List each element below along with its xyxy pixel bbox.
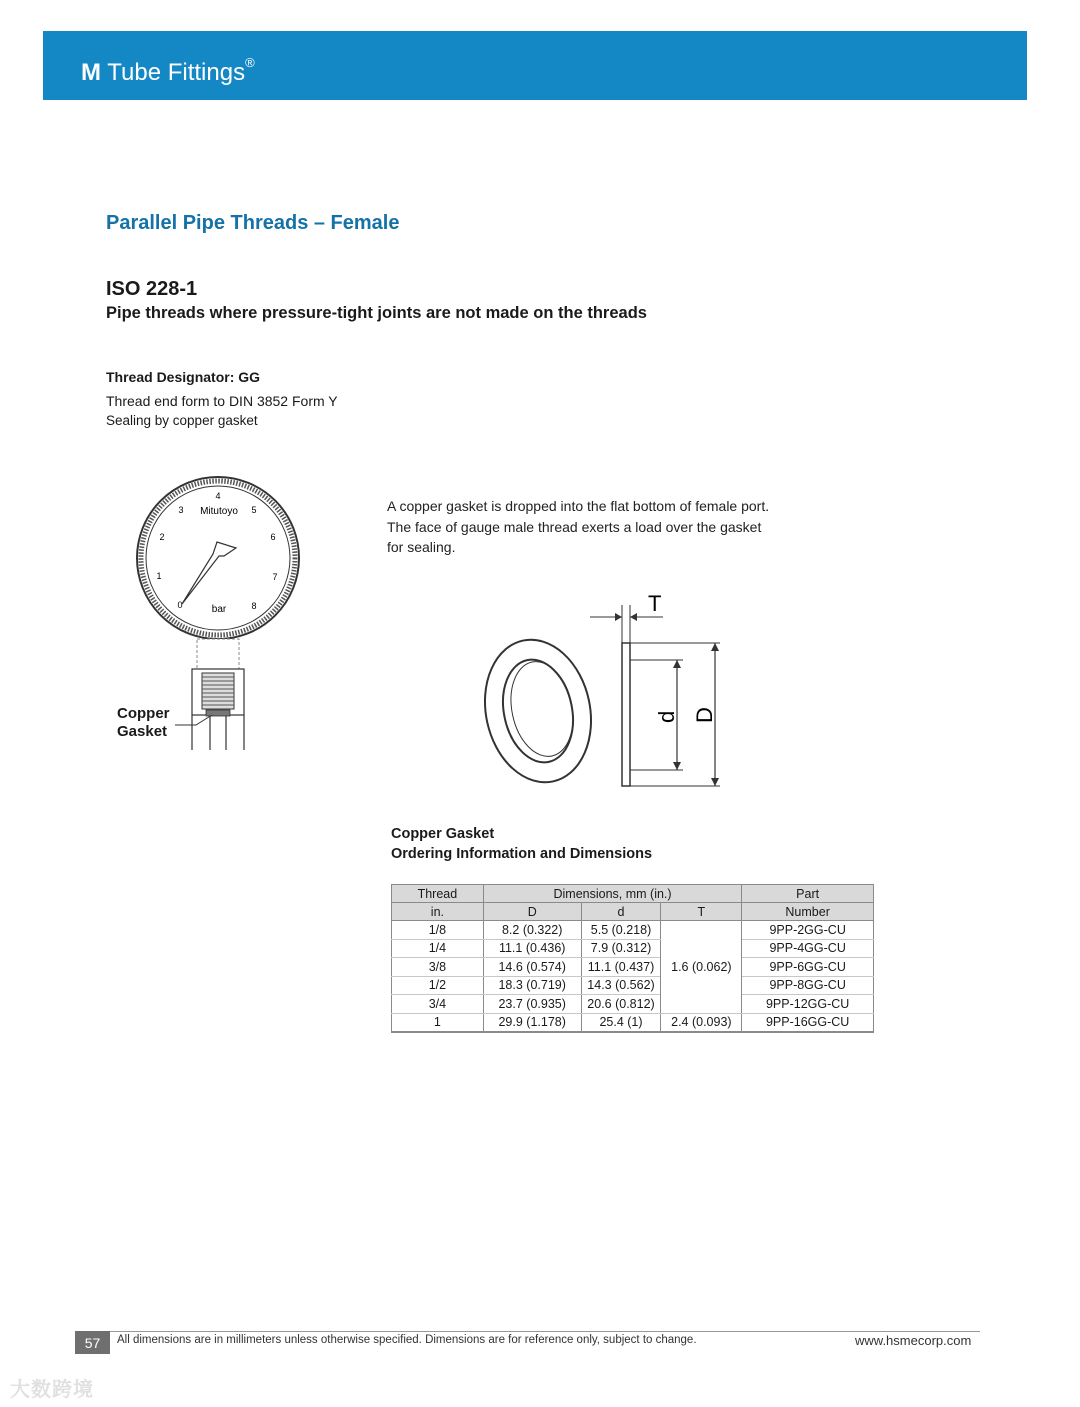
header-part: Part	[742, 885, 874, 903]
header-title-text: Tube Fittings	[107, 59, 246, 86]
header-part-number: Number	[742, 903, 874, 921]
footer-url[interactable]: www.hsmecorp.com	[855, 1333, 972, 1348]
table-caption	[391, 824, 652, 864]
description-line2: The face of gauge male thread exerts a load over the gasket	[387, 518, 762, 535]
cell-D: 18.3 (0.719)	[483, 976, 581, 995]
header-dimensions: Dimensions, mm (in.)	[483, 885, 741, 903]
label-d: d	[654, 710, 679, 723]
section-title: Parallel Pipe Threads – Female	[106, 212, 400, 234]
table-row	[392, 995, 874, 1014]
cell-part: 9PP-6GG-CU	[742, 958, 874, 977]
cell-thread: 3/8	[392, 958, 484, 977]
cell-part: 9PP-8GG-CU	[742, 976, 874, 995]
table-row	[392, 976, 874, 995]
thread-designator: Thread Designator: GG	[106, 369, 261, 385]
cell-d: 25.4 (1)	[581, 1013, 661, 1032]
cell-thread: 3/4	[392, 995, 484, 1014]
table-row	[392, 1013, 874, 1032]
header-D: D	[483, 903, 581, 921]
cell-thread: 1/2	[392, 976, 484, 995]
standard-title: ISO 228-1	[106, 278, 198, 300]
label-T: T	[648, 591, 662, 616]
cell-part: 9PP-4GG-CU	[742, 939, 874, 958]
cell-part: 9PP-12GG-CU	[742, 995, 874, 1014]
header-band	[43, 31, 1027, 100]
registered-mark: ®	[245, 55, 255, 70]
cell-thread: 1/8	[392, 921, 484, 940]
header-T: T	[661, 903, 742, 921]
cell-T-merged: 1.6 (0.062)	[661, 921, 742, 1014]
header-brand-letter: M	[81, 59, 101, 86]
footer-rule	[75, 1331, 980, 1332]
gauge-scale-5: 5	[251, 505, 257, 515]
standard-description: Pipe threads where pressure-tight joints are not made on the threads	[106, 304, 647, 322]
gauge-scale-8: 8	[251, 601, 257, 611]
gauge-scale-1: 1	[156, 571, 162, 581]
cell-d: 20.6 (0.812)	[581, 995, 661, 1014]
header-d: d	[581, 903, 661, 921]
footer-note: All dimensions are in millimeters unless otherwise specified. Dimensions are for reference only, subject to change.	[117, 1334, 697, 1346]
watermark: 大数跨境	[10, 1379, 94, 1401]
cell-D: 11.1 (0.436)	[483, 939, 581, 958]
gauge-scale-6: 6	[270, 532, 276, 542]
gasket-side-view	[622, 643, 630, 786]
gauge-brand: Mitutoyo	[200, 506, 238, 517]
cell-thread: 1/4	[392, 939, 484, 958]
cell-D: 8.2 (0.322)	[483, 921, 581, 940]
table-row	[392, 958, 874, 977]
gauge-scale-3: 3	[178, 505, 184, 515]
thread-end-note: Thread end form to DIN 3852 Form Y	[106, 393, 338, 409]
header-title	[81, 55, 255, 87]
description-line3: for sealing.	[387, 539, 456, 555]
cell-thread: 1	[392, 1013, 484, 1032]
gauge-copper-gasket	[206, 710, 230, 716]
cell-d: 14.3 (0.562)	[581, 976, 661, 995]
header-thread: Thread	[392, 885, 484, 903]
header-thread-unit: in.	[392, 903, 484, 921]
label-D: D	[692, 707, 717, 723]
callout-line1: Copper	[117, 705, 170, 722]
gauge-unit: bar	[211, 604, 227, 615]
copper-gasket-callout	[117, 705, 170, 741]
cell-D: 14.6 (0.574)	[483, 958, 581, 977]
cell-d: 11.1 (0.437)	[581, 958, 661, 977]
table-row	[392, 921, 874, 940]
gasket-dimension-diagram	[475, 590, 735, 800]
cell-d: 5.5 (0.218)	[581, 921, 661, 940]
sealing-note: Sealing by copper gasket	[106, 413, 258, 428]
cell-part: 9PP-2GG-CU	[742, 921, 874, 940]
page-number: 57	[75, 1331, 110, 1354]
gauge-scale-4: 4	[215, 491, 221, 501]
gasket-description	[387, 496, 817, 558]
cell-D: 23.7 (0.935)	[483, 995, 581, 1014]
description-line1: A copper gasket is dropped into the flat bottom of female port.	[387, 498, 770, 514]
table-caption-line2: Ordering Information and Dimensions	[391, 846, 653, 862]
cell-D: 29.9 (1.178)	[483, 1013, 581, 1032]
callout-line2: Gasket	[117, 723, 168, 740]
table-caption-line1: Copper Gasket	[391, 826, 495, 842]
gauge-scale-0: 0	[177, 600, 183, 610]
gauge-scale-2: 2	[159, 532, 165, 542]
cell-d: 7.9 (0.312)	[581, 939, 661, 958]
cell-T: 2.4 (0.093)	[661, 1013, 742, 1032]
table-row	[392, 939, 874, 958]
gauge-scale-7: 7	[272, 572, 278, 582]
cell-part: 9PP-16GG-CU	[742, 1013, 874, 1032]
gasket-dimensions-table	[391, 884, 874, 1033]
